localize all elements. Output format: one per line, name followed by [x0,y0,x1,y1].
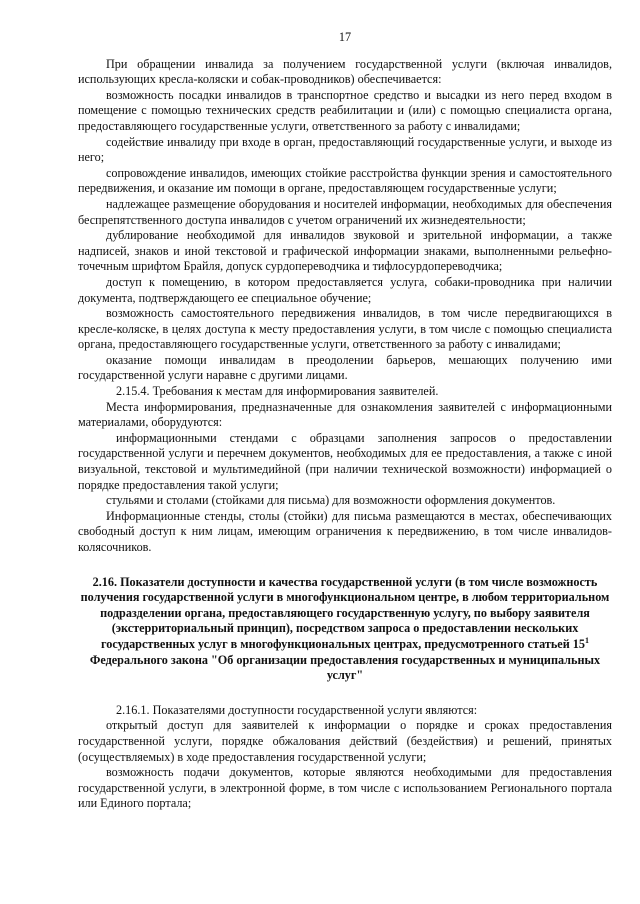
page-number: 17 [338,30,352,44]
heading-text-end: Федерального закона "Об организации предоставления государственных и муниципальных услуг" [89,652,601,683]
paragraph: возможность самостоятельного передвижения инвалидов, в том числе передвигающихся в кресле-коляске, в целях доступа к месту предоставления услуги, в том числе с помощью специалиста органа, предоставляющего государственные услуги, ответственного за работу с инвалидами; [78,306,612,352]
section-availability-indicators [78,703,612,812]
paragraph: дублирование необходимой для инвалидов звуковой и зрительной информации, а также надписей, знаков и иной текстовой и графической информации знаками, выполненными рельефно-точечным шрифтом Брайля, допуск сурдопереводчика и тифлосурдопереводчика; [78,228,612,274]
paragraph: Места информирования, предназначенные для ознакомления заявителей с информационными материалами, оборудуются: [78,399,612,430]
document-page [78,30,612,812]
paragraph: стульями и столами (стойками для письма) для возможности оформления документов. [106,493,556,508]
paragraph: сопровождение инвалидов, имеющих стойкие расстройства функции зрения и самостоятельного передвижения, и оказание им помощи в органе, предоставляющем государственные услуги; [78,165,612,196]
paragraph: содействие инвалиду при входе в орган, предоставляющий государственные услуги, и выходе из него; [78,134,612,165]
paragraph: доступ к помещению, в котором предоставляется услуга, собаки-проводника при наличии документа, подтверждающего ее специальное обучение; [78,274,612,305]
subsection-title: 2.15.4. Требования к местам для информирования заявителей. [116,384,439,399]
paragraph: При обращении инвалида за получением государственной услуги (включая инвалидов, использующих кресла-коляски и собак-проводников) обеспечивается: [78,56,612,87]
paragraph: возможность посадки инвалидов в транспортное средство и высадки из него перед входом в помещение с помощью технических средств реабилитации и (или) с помощью специалиста органа, предоставляющего государственные услуги, ответственного за работу с инвалидами; [78,87,612,133]
section-accessibility-provisions [78,57,612,384]
paragraph: информационными стендами с образцами заполнения запросов о предоставлении государственной услуги и перечнем документов, необходимых для ее предоставления, а также с иной визуальной, текстовой и мультимедийной (при наличии технической возможности) информацией о порядке предоставления такой услуги; [78,430,612,492]
heading-superscript: 1 [584,635,589,645]
paragraph: Информационные стенды, столы (стойки) для письма размещаются в местах, обеспечивающих свободный доступ к ним лицам, имеющим ограничения к передвижению, в том числе инвалидов-колясочников. [78,508,612,554]
paragraph: надлежащее размещение оборудования и носителей информации, необходимых для обеспечения беспрепятственного доступа инвалидов с учетом ограничений их жизнедеятельности; [78,196,612,227]
section-information-places [78,384,612,556]
subsection-title: 2.16.1. Показателями доступности государственной услуги являются: [116,702,478,717]
paragraph: открытый доступ для заявителей к информации о порядке и сроках предоставления государственной услуги, порядке обжалования действий (бездействия) и решений, принятых (осуществляемых) в ходе предоставления государственной услуги; [78,718,612,764]
section-heading [78,575,612,684]
paragraph: оказание помощи инвалидам в преодолении барьеров, мешающих получению ими государственной услуги наравне с другими лицами. [78,352,612,383]
paragraph: возможность подачи документов, которые являются необходимыми для предоставления государственной услуги, в электронной форме, в том числе с использованием Регионального портала или Единого портала; [78,765,612,811]
heading-text: 2.16. Показатели доступности и качества государственной услуги (в том числе возможность получения государственной услуги в многофункциональном центре, в любом территориальном подразделении органа, предоставляющего государственную услугу, по выбору заявителя (экстерриториальный принцип), посредством запроса о предоставлении нескольких государственных услуг в многофункциональных центрах, предусмотренного статьей 15 [80,574,610,651]
